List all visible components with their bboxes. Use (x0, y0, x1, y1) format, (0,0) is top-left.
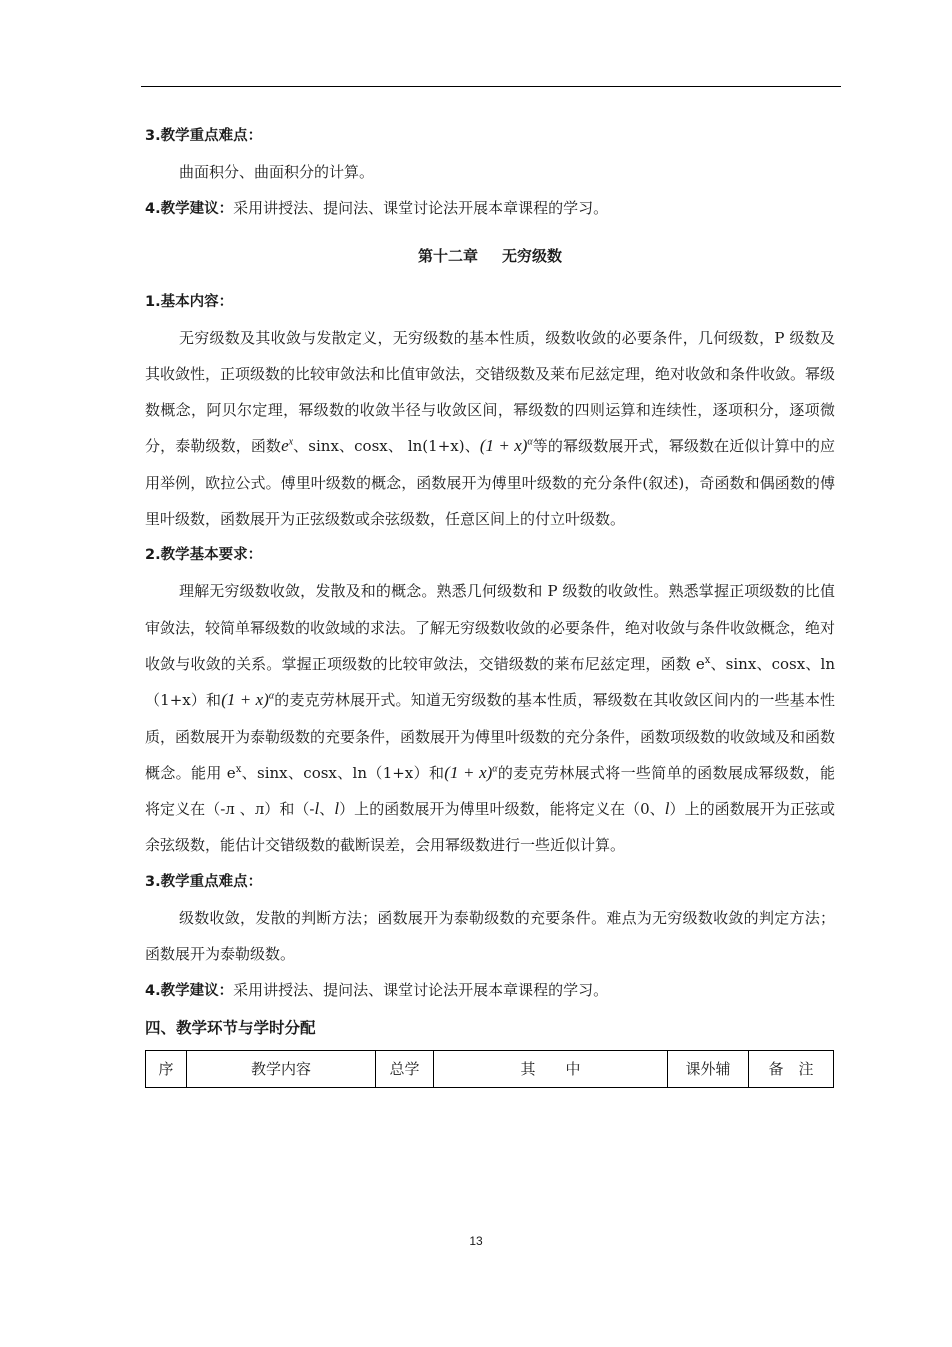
text-run: 理解无穷级数收敛，发散及和的概念。熟悉几何级数和 P 级数的收敛性。熟悉掌握正项级数的比值审敛法，较简单幂级数的收敛域的求法。了解无穷级数收敛的必要条件，绝对收敛与条件收敛概念，绝对收敛与收敛的关系。掌握正项级数的比较审敛法，交错级数的莱布尼兹定理，函数 e (145, 582, 836, 673)
col-extra: 课外辅 (668, 1050, 749, 1087)
suggestion-prev-text: 采用讲授法、提问法、课堂讨论法开展本章课程的学习。 (233, 199, 609, 218)
header-rule (141, 86, 841, 87)
col-content: 教学内容 (187, 1050, 376, 1087)
exp-x: x (235, 763, 242, 775)
text-run: ）上的函数展开为正弦或余弦级数，能估计交错级数的截断误差，会用幂级数进行一些近似计算。 (145, 800, 835, 855)
var-l: l (664, 799, 670, 819)
text-run: 、sinx、cosx、ln（1+x）和 (241, 763, 445, 782)
col-index: 序 (146, 1050, 187, 1087)
col-among: 其 中 (434, 1050, 668, 1087)
text-run: 、 (319, 800, 335, 819)
formula-e-base: e (281, 436, 289, 456)
key-points-prev-text: 曲面积分、曲面积分的计算。 (179, 163, 375, 181)
suggestion-prev (145, 190, 835, 227)
requirements-text (145, 573, 835, 863)
formula-binomial (221, 690, 274, 709)
col-remarks: 备 注 (749, 1050, 834, 1087)
chapter-name: 无穷级数 (502, 246, 563, 265)
heading-part4: 四、教学环节与学时分配 (145, 1018, 316, 1037)
basic-content-text (145, 320, 835, 538)
var-l: l (314, 799, 320, 819)
text-run: 无穷级数及其收敛与发散定义，无穷级数的基本性质，级数收敛的必要条件，几何级数，P 级数及其收敛性，正项级数的比较审敛法和比值审敛法，交错级数及莱布尼兹定理，绝对收敛和条件收敛。幂级数概念，阿贝尔定理，幂级数的收敛半径与收敛区间，幂级数的四则运算和连续性，逐项积分，逐项微分，泰勒级数，函数 (145, 328, 836, 456)
key-points-text: 级数收敛，发散的判断方法；函数展开为泰勒级数的充要条件。难点为无穷级数收敛的判定方法；函数展开为泰勒级数。 (145, 908, 835, 964)
heading-key-points: 3.教学重点难点： (145, 873, 263, 890)
hours-table (145, 1050, 834, 1088)
formula-binomial-base: (1 + x) (444, 762, 493, 782)
heading-requirements: 2.教学基本要求： (145, 547, 263, 564)
formula-e (281, 436, 293, 455)
formula-binomial-exp: α (492, 763, 498, 775)
formula-e-exp: x (288, 436, 294, 448)
formula-binomial (480, 436, 533, 455)
page-number: 13 (469, 1234, 483, 1248)
heading-suggestion: 4.教学建议： (145, 983, 234, 1000)
heading-basic-content: 1.基本内容： (145, 293, 234, 310)
text-run: 、sinx、cosx、ln（1+x）和 (145, 654, 835, 710)
formula-binomial-base: (1 + x) (479, 436, 528, 456)
formula-binomial-base: (1 + x) (221, 690, 269, 710)
text-run: 的麦克劳林展式将一些简单的函数展成幂级数，能将定义在（-л 、л）和（- (145, 763, 835, 819)
col-total-hours: 总学 (376, 1050, 434, 1087)
exp-x: x (704, 654, 711, 666)
text-run: 、sinx、cosx、 ln(1+x)、 (293, 437, 480, 456)
formula-binomial-exp: α (268, 690, 275, 702)
text-run: 等的幂级数展开式，幂级数在近似计算中的应用举例，欧拉公式。傅里叶级数的概念，函数展开为傅里叶级数的充分条件(叙述)，奇函数和偶函数的傅里叶级数，函数展开为正弦级数或余弦级数，任意区间上的付立叶级数。 (145, 437, 835, 529)
heading-suggestion-prev: 4.教学建议： (145, 201, 234, 218)
page-body (145, 118, 835, 1088)
suggestion-text: 采用讲授法、提问法、课堂讨论法开展本章课程的学习。 (233, 981, 609, 1000)
table-header-row (146, 1050, 834, 1087)
chapter-number: 第十二章 (417, 246, 478, 265)
var-l: l (334, 799, 340, 819)
formula-binomial (444, 763, 497, 782)
chapter-title (145, 228, 835, 284)
text-run: 的麦克劳林展开式。知道无穷级数的基本性质，幂级数在其收敛区间内的一些基本性质，函数展开为泰勒级数的充要条件，函数展开为傅里叶级数的充分条件，函数项级数的收敛域及和函数概念。能用 e (145, 691, 836, 782)
heading-key-points-prev: 3.教学重点难点： (145, 128, 263, 144)
text-run: ）上的函数展开为傅里叶级数，能将定义在（0、 (339, 800, 665, 819)
formula-binomial-exp: α (527, 436, 533, 448)
suggestion (145, 972, 835, 1009)
